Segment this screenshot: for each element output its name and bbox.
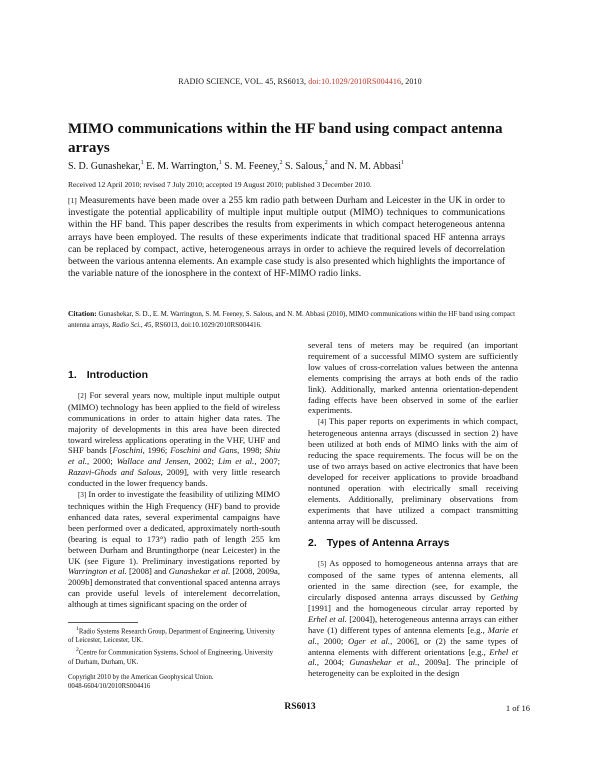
author-name: E. M. Warrington, (143, 161, 219, 172)
affiliation-marker: 1 (218, 160, 222, 166)
section-title: Introduction (86, 369, 149, 381)
paragraph-marker: [3] (78, 491, 87, 500)
body-text: [2004]), heterogeneous antenna arrays can either have (1) different types of antenna elements [e.g., (308, 613, 518, 635)
reference: Oger et al. (347, 635, 391, 646)
body-text: [2008] and (126, 566, 169, 577)
reference: Wallace and Jensen (116, 456, 189, 467)
body-text: [2008, 2009a, 2009b] demonstrated that conventional spaced antenna arrays can provide useful levels of interelement decorrelation, although at times significant spacing on the order of (68, 566, 280, 610)
running-header (0, 77, 600, 86)
citation (68, 308, 520, 331)
body-text: , 2000; (87, 456, 117, 467)
section-number: 1. (68, 369, 77, 381)
reference: Foschini and Gans (170, 445, 238, 456)
section-title: Types of Antenna Arrays (326, 537, 450, 550)
reference: Shiu et al. (68, 445, 280, 467)
affiliation-marker: 1 (401, 160, 405, 166)
reference: Gunashekar et al. (168, 566, 231, 577)
affiliation-marker: 1 (140, 160, 144, 166)
doi-link[interactable]: doi:10.1029/2010RS004416 (308, 77, 402, 86)
paragraph-marker: [5] (318, 560, 327, 569)
body-text: , 2009a]. The principle of heterogeneity can be exploited in the design (308, 657, 518, 679)
author-name: S. D. Gunashekar, (68, 161, 141, 172)
issn-line: 0048-6604/10/2010RS004416 (68, 683, 151, 690)
journal-info: RADIO SCIENCE, VOL. 45, RS6013, (178, 77, 309, 86)
citation-text-end: RS6013, doi:10.1029/2010RS004416. (153, 321, 262, 329)
body-text: This paper reports on experiments in which compact, heterogeneous antenna arrays (discussed in section 2) have been utilized at both ends of MIMO links with the aim of reducing the space requirements. The focus will be on the use of two arrays based on active electronics that have been developed for receiver applications to provide broadband nontuned operation with electrically small receiving elements. Additionally, preliminary observations from experiments that have utilized a compact transmitting antenna array will be discussed. (308, 416, 518, 526)
body-text: , 1996; (142, 445, 171, 456)
paragraph-2 (68, 390, 280, 489)
left-column (68, 370, 280, 610)
body-text: , 1998; (237, 445, 265, 456)
reference: Gunashekar et al. (349, 657, 418, 668)
copyright-line: Copyright 2010 by the American Geophysical Union. (68, 674, 214, 681)
header-year: , 2010 (401, 77, 422, 86)
reference: Lim et al. (217, 456, 255, 467)
copyright-notice (68, 673, 280, 691)
citation-journal: Radio Sci., 45, (112, 321, 154, 329)
paragraph-5 (308, 558, 518, 679)
reference: Foschini (112, 445, 143, 456)
abstract-text: Measurements have been made over a 255 km radio path between Durham and Leicester in the UK in order to investigate the potential applicability of multiple input multiple output (MIMO) techniques to communications within the HF band. This paper describes the results from experiments in which compact heterogeneous antenna arrays have been employed. The results of these experiments indicate that traditional spaced HF antenna arrays can be replaced by compact, active, heterogeneous arrays in order to achieve the required levels of decorrelation between the various antenna elements. An example case study is also presented which highlights the importance of the variable nature of the ionosphere in the context of HF-MIMO radio links. (68, 196, 506, 280)
section-heading-introduction (68, 370, 280, 381)
publication-dates: Received 12 April 2010; revised 7 July 2010; accepted 19 August 2010; published 3 December 2010. (68, 180, 372, 189)
article-id-footer: RS6013 (284, 702, 316, 712)
footnotes (68, 625, 280, 668)
footnote-marker: 2 (76, 647, 79, 654)
reference: Marie et al. (308, 624, 518, 646)
footnote-divider (68, 622, 138, 623)
paragraph-marker: [4] (318, 418, 327, 427)
reference: Erhel et al. (308, 613, 347, 624)
affiliation-marker: 2 (324, 160, 328, 166)
footnote-2 (68, 646, 280, 666)
footnote-text: Radio Systems Research Group, Department of Engineering, University of Leicester, Leicester, UK. (68, 628, 275, 645)
right-column (308, 340, 518, 679)
footnote-text: Centre for Communication Systems, School of Engineering, University of Durham, Durham, UK. (68, 649, 274, 666)
body-text: , 2000; (316, 635, 348, 646)
paragraph-marker: [1] (68, 196, 77, 205)
author-name: and N. M. Abbasi (327, 161, 402, 172)
section-number: 2. (308, 537, 317, 550)
paragraph-3-continued: several tens of meters may be required (an important requirement of a successful MIMO system are sufficiently low values of cross-correlation values between the antenna elements comprising the arrays at both ends of the radio link). Additionally, marked antenna orientation-dependent fading effects have been observed in some of the earlier experiments. (308, 340, 518, 416)
body-text: , 2006], or (2) the same types of antenna elements with different orientations [e.g., (308, 635, 518, 657)
body-text: , 2007; (254, 456, 281, 467)
body-text: For several years now, multiple input multiple output (MIMO) technology has been applied to the field of wireless communications in order to attain higher data rates. The majority of developments in this area have been directed toward wireless applications operating in the VHF, UHF and SHF bands [ (68, 389, 280, 456)
paragraph-marker: [2] (78, 391, 87, 400)
body-text: In order to investigate the feasibility of utilizing MIMO techniques within the High Frequency (HF) band to provide enhanced data rates, several experimental campaigns have been performed over a dedicated, approximately north-south (bearing is equal to 173°) radio path of length 255 km between Durham and Bruntingthorpe (near Leicester) in the UK (see Figure 1). Preliminary investigations reported by (68, 489, 280, 566)
paragraph-4 (308, 416, 518, 526)
author-name: S. Salous, (282, 161, 325, 172)
abstract (68, 195, 505, 280)
affiliation-marker: 2 (279, 160, 283, 166)
paragraph-3 (68, 489, 280, 610)
reference: Erhel et al. (308, 646, 518, 668)
footnote-marker: 1 (76, 626, 79, 632)
reference: Gething (490, 592, 518, 603)
citation-label: Citation: (68, 309, 97, 318)
page-number: 1 of 16 (505, 703, 530, 713)
paper-title: MIMO communications within the HF band using compact antenna arrays (68, 121, 503, 156)
citation-text: Gunashekar, S. D., E. M. Warrington, S. M. Feeney, S. Salous, and N. M. Abbasi (2010), MIMO communications within the HF band using compact antenna arrays, (68, 310, 516, 329)
body-text: , 2009], with very little research conducted in the lower frequency bands. (68, 467, 280, 489)
body-text: , 2004; (316, 657, 350, 668)
section-heading-antenna-arrays (308, 538, 518, 549)
body-text: , 2002; (188, 456, 218, 467)
reference: Razavi-Ghods and Salous (68, 467, 161, 478)
reference: Warrington et al. (68, 566, 127, 577)
author-list (68, 161, 538, 172)
body-text: [1991] and the homogeneous circular array reported by (308, 602, 518, 613)
footnote-1 (68, 625, 280, 645)
author-name: S. M. Feeney, (221, 161, 280, 172)
body-text: As opposed to homogeneous antenna arrays that are composed of the same types of antenna elements, all oriented in the same direction (see, for example, the circularly disposed antenna arrays discussed by (308, 558, 518, 603)
